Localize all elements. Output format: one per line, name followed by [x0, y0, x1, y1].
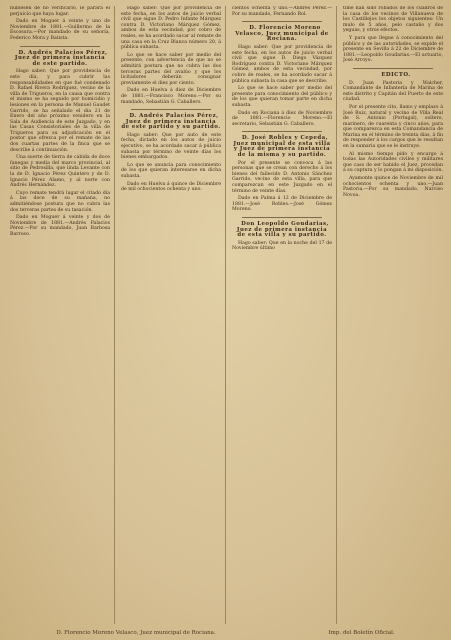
- paragraph: Por el presente cito, llamo y emplazo á José Ruiz, natural y vecino de Villa Real de S. Antonio (Portugal), soltero, marinero, de cuarenta y cinco años, para que comparezca en esta Comandancia de Marina en el término de treinta días, á fin de responder á los cargos que le resultan en la sumaria que se le instruye.: [343, 104, 443, 150]
- notice-heading: D. Andrés Palacios Pérez, Juez de primera instancia de este partido y su partido.: [121, 113, 221, 131]
- notice-heading: D. José Robles y Cepeda, Juez municipal de esta villa y Juez de primera instancia de la misma y su partido.: [233, 135, 331, 159]
- paragraph: Hago saber: Que por providencia de este día, y para cubrir las responsabilidades en que fué condenado D. Rafael Rivera Rodríguez, vecino de la villa de Trigueros, en la causa que contra el mismo se ha seguido por homicidio y lesiones en la persona de Manuel Gaudet Garrido, se ha señalado el día 21 de Enero del año próximo venidero en la Sala de Audiencia de este Juzgado, y en las Casas Consistoriales de la villa de Trigueros para su adjudicación en el postor que ofrezca por el remate de las dos cuartas partes de la finca que se describe á continuación.: [10, 69, 110, 153]
- notice-heading: Don Leopoldo Goudarias, Juez de primera instancia de esta villa y su partido.: [236, 221, 329, 239]
- column-3: [232, 6, 337, 624]
- paragraph: Una suerte de tierra de cabida de doce fanegas y media del marco provincial, al sitio de Pedrosilla, que linda Levante con la de D. Ignacio Pérez Quintero y de D. Ignacio Pérez Alamo, y al norte con Andrés Hernández.: [10, 155, 110, 189]
- divider: [131, 109, 211, 110]
- paragraph: Hago saber: Que por providencia de este fecha, en los autos de juicio verbal civil que sigue D. Diego Vázquez Rodríguez contra D. Victoriano Márquez Gómez, ambos de esta vecindad, por cobro de reales, se ha acordado sacar á pública subasta la casa que se describe.: [232, 44, 332, 84]
- paragraph: Lo que se hace saber por medio del presente para conocimiento del público y de los que quieran tomar parte en dicha subasta.: [232, 86, 332, 108]
- paragraph: Hago saber: Que por providencia de este fecha, en los autos de juicio verbal civil que sigue D. Pedro Infante Márquez contra D. Victoriano Márquez Gómez, ambos de esta vecindad, por cobro de reales, se ha acordado sacar al remate de una casa en la Cruz Blanca número 20, á pública subasta.: [121, 6, 221, 51]
- page-footer: [0, 630, 451, 636]
- divider: [242, 21, 322, 22]
- paragraph: Lo que se anuncia para conocimiento de los que quieran interesarse en dicha subasta.: [121, 162, 221, 180]
- paragraph: Cuyo remate tendrá lugar el citado día á las doce de su mañana, no admitiéndose postura que no cubra las dos terceras partes de su tasación.: [10, 190, 110, 213]
- paragraph: Dado en Rociana á diez de Noviembre de 1881.—Florencio Moreno.—El secretario, Sebastián G. Caballero.: [232, 110, 332, 127]
- paragraph: Y para que llegue á conocimiento del público y de las autoridades, se expide el presente en Sevilla á 22 de Diciembre de 1881.—Leopoldo Goudarias.—El actuario, José Arroyo.: [343, 35, 443, 64]
- paragraph: Dado en Moguer á veinte y dos de Noviembre de 1881.—Andrés Palacios Pérez.—Por su mandado, Juan Barbosa Barroso.: [10, 215, 110, 237]
- divider: [242, 131, 322, 132]
- notice-heading: D. Florencio Moreno Velasco, Juez municipal de Rociana.: [235, 25, 329, 43]
- paragraph: Hago saber: Que en la noche del 17 de Noviembre último: [232, 240, 332, 252]
- column-4: [343, 6, 443, 624]
- paragraph: Dado en Huelva á quince de Diciembre de mil ochocientos ochenta y uno.: [121, 181, 221, 193]
- paragraph: cientos ochenta y uno.—Andrés Pérez.—Por su mandado, Fernando Rol.: [232, 6, 332, 17]
- paragraph: Al mismo tiempo pido y encargo á todas las Autoridades civiles y militares que caso de ser habido el Juez, procedan á su captura y lo pongan á mi disposición.: [343, 151, 443, 174]
- notice-heading: D. Andrés Palacios Pérez, Juez de primera instancia de este partido.: [14, 49, 108, 67]
- paragraph: Por el presente se convoca á las personas que se crean con derecho á los bienes del fallecido D. Antonio Sánchez Garrido, vecino de esta villa, para que comparezcan en este Juzgado en el término de veinte días.: [232, 160, 332, 194]
- paragraph: Dado en Palma á 12 de Diciembre de 1881.—José Robles.—José Gómez Moreno.: [232, 196, 332, 213]
- column-2: [121, 6, 226, 624]
- divider: [242, 217, 322, 218]
- text-columns: [10, 6, 443, 624]
- divider: [20, 46, 100, 47]
- edict-heading: EDICTO.: [381, 71, 411, 78]
- paragraph: Dado en Huelva á diez de Diciembre de 1881.—Francisco Moreno.—Por su mandado, Sebastián G. Caballero.: [121, 88, 221, 105]
- paragraph: Ayamonte quince de Noviembre de mil ochocientos ochenta y uno.—Juan Pastoria.—Por su mandado, Narciso Novoa.: [343, 176, 443, 198]
- paragraph: Lo que se hace saber por medio del presente, con advertencia de que no se admitirá postura que no cubra las dos terceras partes del avalúo y que los licitadores deberán consignar previamente el diez por ciento.: [121, 52, 221, 86]
- footer-right: Imp. del Boletín Oficial.: [328, 630, 395, 636]
- paragraph: hubiesen de no verificarlo, le parará el perjuicio que haya lugar.: [10, 6, 110, 17]
- paragraph: Hago saber: Que por auto de este fecha, dictado en los autos de juicio ejecutivo, se ha acordado sacar á pública subasta por término de veinte días los bienes embargados.: [121, 132, 221, 161]
- paragraph: time han sido robados de los cuadros de la casa de los vecinos de Villanueva de los Castillejos los objetos siguientes: Un mulo de 5 años, pelo castaño y dos yeguas, y otros efectos.: [343, 6, 443, 34]
- paragraph: Dado en Moguer á veinte y uno de Noviembre de 1881.—Guillermo de la Escosura.—Por mandado de su señoría, Federico Mora y Batista.: [10, 19, 110, 41]
- column-1: [10, 6, 115, 624]
- divider: [353, 68, 433, 69]
- paragraph: D. Juan Pastoria y Walcher, Comandante de Infantería de Marina de este distrito y Capitán del Puerto de este ciudad.: [343, 80, 443, 103]
- footer-left: D. Florencio Moreno Velasco, Juez municipal de Rociana.: [56, 630, 216, 636]
